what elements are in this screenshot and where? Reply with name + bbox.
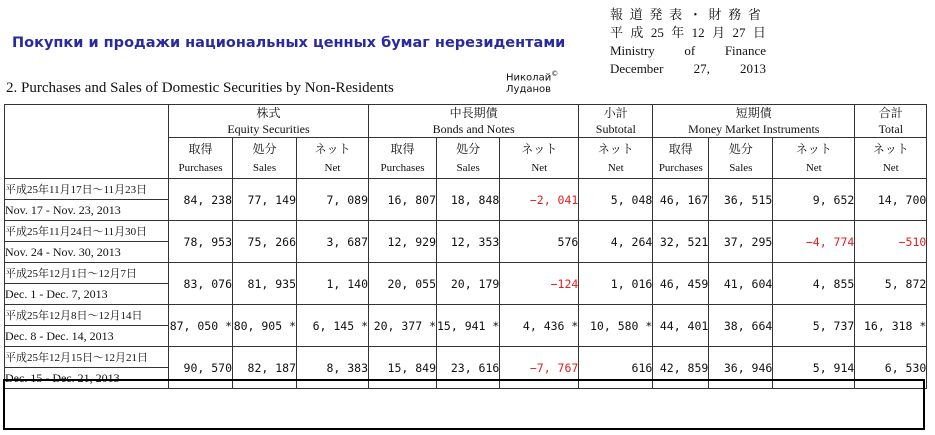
table-row [5,221,927,242]
table-body [5,179,927,389]
cell-eq-p: 83, 076 [169,263,233,305]
cell-eq-p: 84, 238 [169,179,233,221]
cell-eq-s: 81, 935 [233,263,297,305]
cell-eq-n: 6, 145 * [297,305,369,347]
overlay-title: Покупки и продажи национальных ценных бумаг нерезидентами [12,35,566,51]
cell-eq-p: 78, 953 [169,221,233,263]
equity-header-jp: 株式 [169,105,369,122]
col-net-en: Net [855,158,927,179]
cell-bd-n: −124 [500,263,579,305]
cell-tot: −510 [855,221,927,263]
period-jp: 平成25年12月8日～12月14日 [5,305,169,326]
securities-table [4,104,927,389]
cell-eq-n: 8, 383 [297,347,369,389]
col-net-en: Net [297,158,369,179]
cell-mm-s: 38, 664 [709,305,773,347]
col-net-jp: ネット [855,138,927,159]
cell-mm-n: 4, 855 [773,263,855,305]
col-net-en: Net [773,158,855,179]
cell-bd-s: 20, 179 [437,263,500,305]
cell-mm-n: 5, 914 [773,347,855,389]
col-sales-en: Sales [437,158,500,179]
cell-sub: 5, 048 [579,179,653,221]
col-net-en: Net [579,158,653,179]
period-en: Dec. 15 - Dec. 21, 2013 [5,368,169,389]
cell-mm-n: 5, 737 [773,305,855,347]
cell-mm-n: −4, 774 [773,221,855,263]
subtotal-header-en: Subtotal [579,121,653,138]
period-en: Nov. 17 - Nov. 23, 2013 [5,200,169,221]
cell-mm-s: 36, 515 [709,179,773,221]
cell-bd-s: 15, 941 * [437,305,500,347]
bonds-header-en: Bonds and Notes [369,121,579,138]
table-row [5,263,927,284]
cell-mm-s: 41, 604 [709,263,773,305]
col-sales-en: Sales [709,158,773,179]
col-sales-en: Sales [233,158,297,179]
cell-bd-p: 20, 377 * [369,305,437,347]
ministry-name: Ministry of Finance [610,43,766,58]
col-purchases-jp: 取得 [653,138,709,159]
period-jp: 平成25年12月15日～12月21日 [5,347,169,368]
cell-bd-s: 18, 848 [437,179,500,221]
col-purchases-jp: 取得 [169,138,233,159]
section-title: 2. Purchases and Sales of Domestic Securities by Non-Residents [6,80,394,96]
cell-mm-p: 44, 401 [653,305,709,347]
cell-eq-n: 7, 089 [297,179,369,221]
cell-bd-p: 20, 055 [369,263,437,305]
cell-mm-p: 46, 459 [653,263,709,305]
author-credit: Николай© Луданов [506,70,559,96]
col-purchases-en: Purchases [369,158,437,179]
period-jp: 平成25年11月17日～11月23日 [5,179,169,200]
col-net-jp: ネット [500,138,579,159]
cell-mm-p: 46, 167 [653,179,709,221]
period-en: Dec. 8 - Dec. 14, 2013 [5,326,169,347]
table-row [5,179,927,200]
cell-eq-n: 3, 687 [297,221,369,263]
release-date: December 27, 2013 [610,61,766,76]
cell-tot: 6, 530 [855,347,927,389]
cell-mm-s: 36, 946 [709,347,773,389]
cell-tot: 5, 872 [855,263,927,305]
col-sales-jp: 処分 [709,138,773,159]
period-en: Dec. 1 - Dec. 7, 2013 [5,284,169,305]
col-net-jp: ネット [297,138,369,159]
period-header [5,105,169,179]
col-sales-jp: 処分 [437,138,500,159]
period-jp: 平成25年11月24日～11月30日 [5,221,169,242]
cell-bd-n: 4, 436 * [500,305,579,347]
cell-eq-s: 77, 149 [233,179,297,221]
cell-tot: 16, 318 * [855,305,927,347]
cell-mm-s: 37, 295 [709,221,773,263]
subtotal-header-jp: 小計 [579,105,653,122]
cell-eq-p: 90, 570 [169,347,233,389]
col-net-jp: ネット [579,138,653,159]
col-purchases-jp: 取得 [369,138,437,159]
total-header-jp: 合計 [855,105,927,122]
cell-bd-s: 23, 616 [437,347,500,389]
cell-mm-p: 32, 521 [653,221,709,263]
ministry-header [610,6,766,78]
cell-sub: 4, 264 [579,221,653,263]
cell-mm-p: 42, 859 [653,347,709,389]
cell-eq-p: 87, 050 * [169,305,233,347]
cell-eq-s: 80, 905 * [233,305,297,347]
period-jp: 平成25年12月1日～12月7日 [5,263,169,284]
cell-bd-n: −7, 767 [500,347,579,389]
col-purchases-en: Purchases [653,158,709,179]
cell-eq-s: 82, 187 [233,347,297,389]
table-row [5,347,927,368]
cell-bd-p: 15, 849 [369,347,437,389]
col-net-en: Net [500,158,579,179]
cell-sub: 616 [579,347,653,389]
cell-bd-s: 12, 353 [437,221,500,263]
table-row [5,305,927,326]
cell-eq-s: 75, 266 [233,221,297,263]
cell-tot: 14, 700 [855,179,927,221]
cell-bd-p: 12, 929 [369,221,437,263]
mm-header-jp: 短期債 [653,105,855,122]
cell-mm-n: 9, 652 [773,179,855,221]
cell-sub: 1, 016 [579,263,653,305]
cell-eq-n: 1, 140 [297,263,369,305]
col-sales-jp: 処分 [233,138,297,159]
jp-date-line: 平 成 25 年 12 月 27 日 [610,25,766,40]
bonds-header-jp: 中長期債 [369,105,579,122]
col-purchases-en: Purchases [169,158,233,179]
equity-header-en: Equity Securities [169,121,369,138]
mm-header-en: Money Market Instruments [653,121,855,138]
cell-sub: 10, 580 * [579,305,653,347]
col-net-jp: ネット [773,138,855,159]
cell-bd-p: 16, 807 [369,179,437,221]
press-release-line: 報 道 発 表 ・ 財 務 省 [610,7,766,22]
total-header-en: Total [855,121,927,138]
cell-bd-n: −2, 041 [500,179,579,221]
cell-bd-n: 576 [500,221,579,263]
period-en: Nov. 24 - Nov. 30, 2013 [5,242,169,263]
